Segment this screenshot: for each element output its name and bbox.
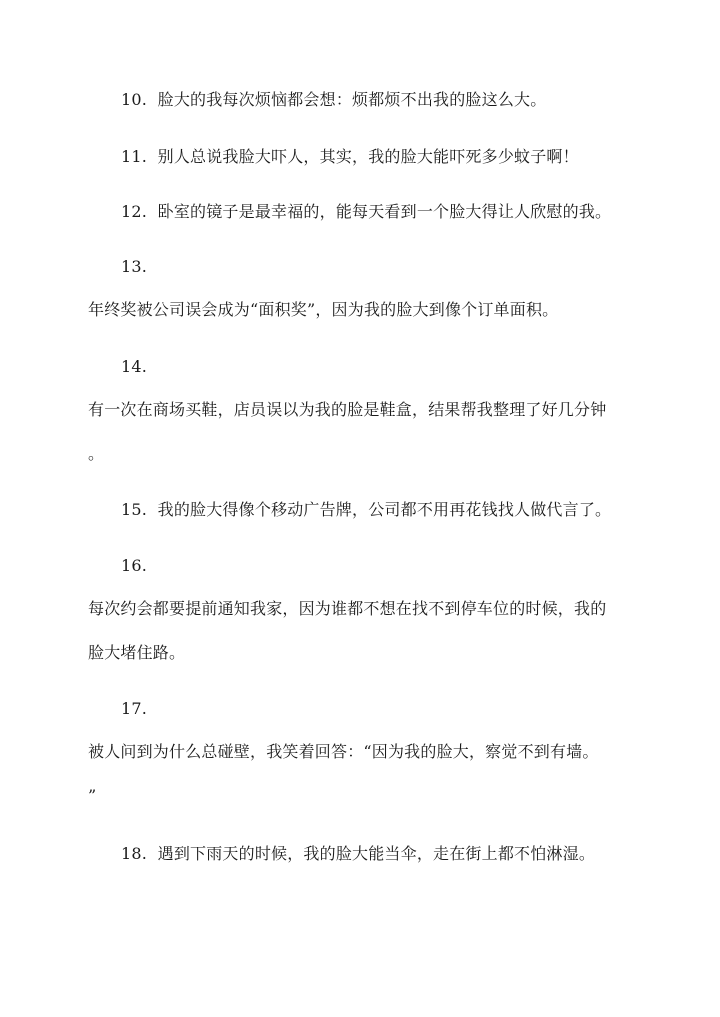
item-text: 脸大的我每次烦恼都会想：烦都烦不出我的脸这么大。 (157, 90, 547, 109)
item-number: 15. (121, 500, 148, 519)
list-item-18 (121, 844, 681, 864)
list-item-13-text-line-1: 年终奖被公司误会成为“面积奖”，因为我的脸大到像个订单面积。 (88, 300, 559, 319)
list-item-17-text-line-2: ” (88, 786, 97, 805)
item-number: 11. (121, 147, 148, 166)
item-number: 18. (121, 844, 148, 863)
item-number: 13. (121, 257, 148, 276)
item-number: 17. (121, 699, 148, 718)
list-item-12 (121, 202, 681, 222)
list-item-10 (121, 90, 681, 110)
item-number: 12. (121, 202, 148, 221)
item-number: 10. (121, 90, 148, 109)
list-item-15 (121, 500, 681, 520)
list-item-17-number (121, 699, 681, 719)
item-number: 16. (121, 556, 148, 575)
list-item-14-number (121, 357, 681, 377)
list-item-16-text-line-1: 每次约会都要提前通知我家，因为谁都不想在找不到停车位的时候，我的 (88, 599, 607, 618)
item-text: 我的脸大得像个移动广告牌，公司都不用再花钱找人做代言了。 (157, 500, 612, 519)
list-item-11 (121, 147, 681, 167)
item-text: 别人总说我脸大吓人，其实，我的脸大能吓死多少蚊子啊！ (157, 147, 579, 166)
list-item-14-text-line-2: 。 (88, 444, 105, 463)
list-item-16-text-line-2: 脸大堵住路。 (88, 643, 186, 662)
list-item-17-text-line-1: 被人问到为什么总碰壁，我笑着回答：“因为我的脸大，察觉不到有墙。 (88, 742, 599, 761)
list-item-13-number (121, 257, 681, 277)
item-text: 遇到下雨天的时候，我的脸大能当伞，走在街上都不怕淋湿。 (157, 844, 596, 863)
list-item-14-text-line-1: 有一次在商场买鞋，店员误以为我的脸是鞋盒，结果帮我整理了好几分钟 (88, 400, 607, 419)
item-text: 卧室的镜子是最幸福的，能每天看到一个脸大得让人欣慰的我。 (157, 202, 612, 221)
item-number: 14. (121, 357, 148, 376)
list-item-16-number (121, 556, 681, 576)
